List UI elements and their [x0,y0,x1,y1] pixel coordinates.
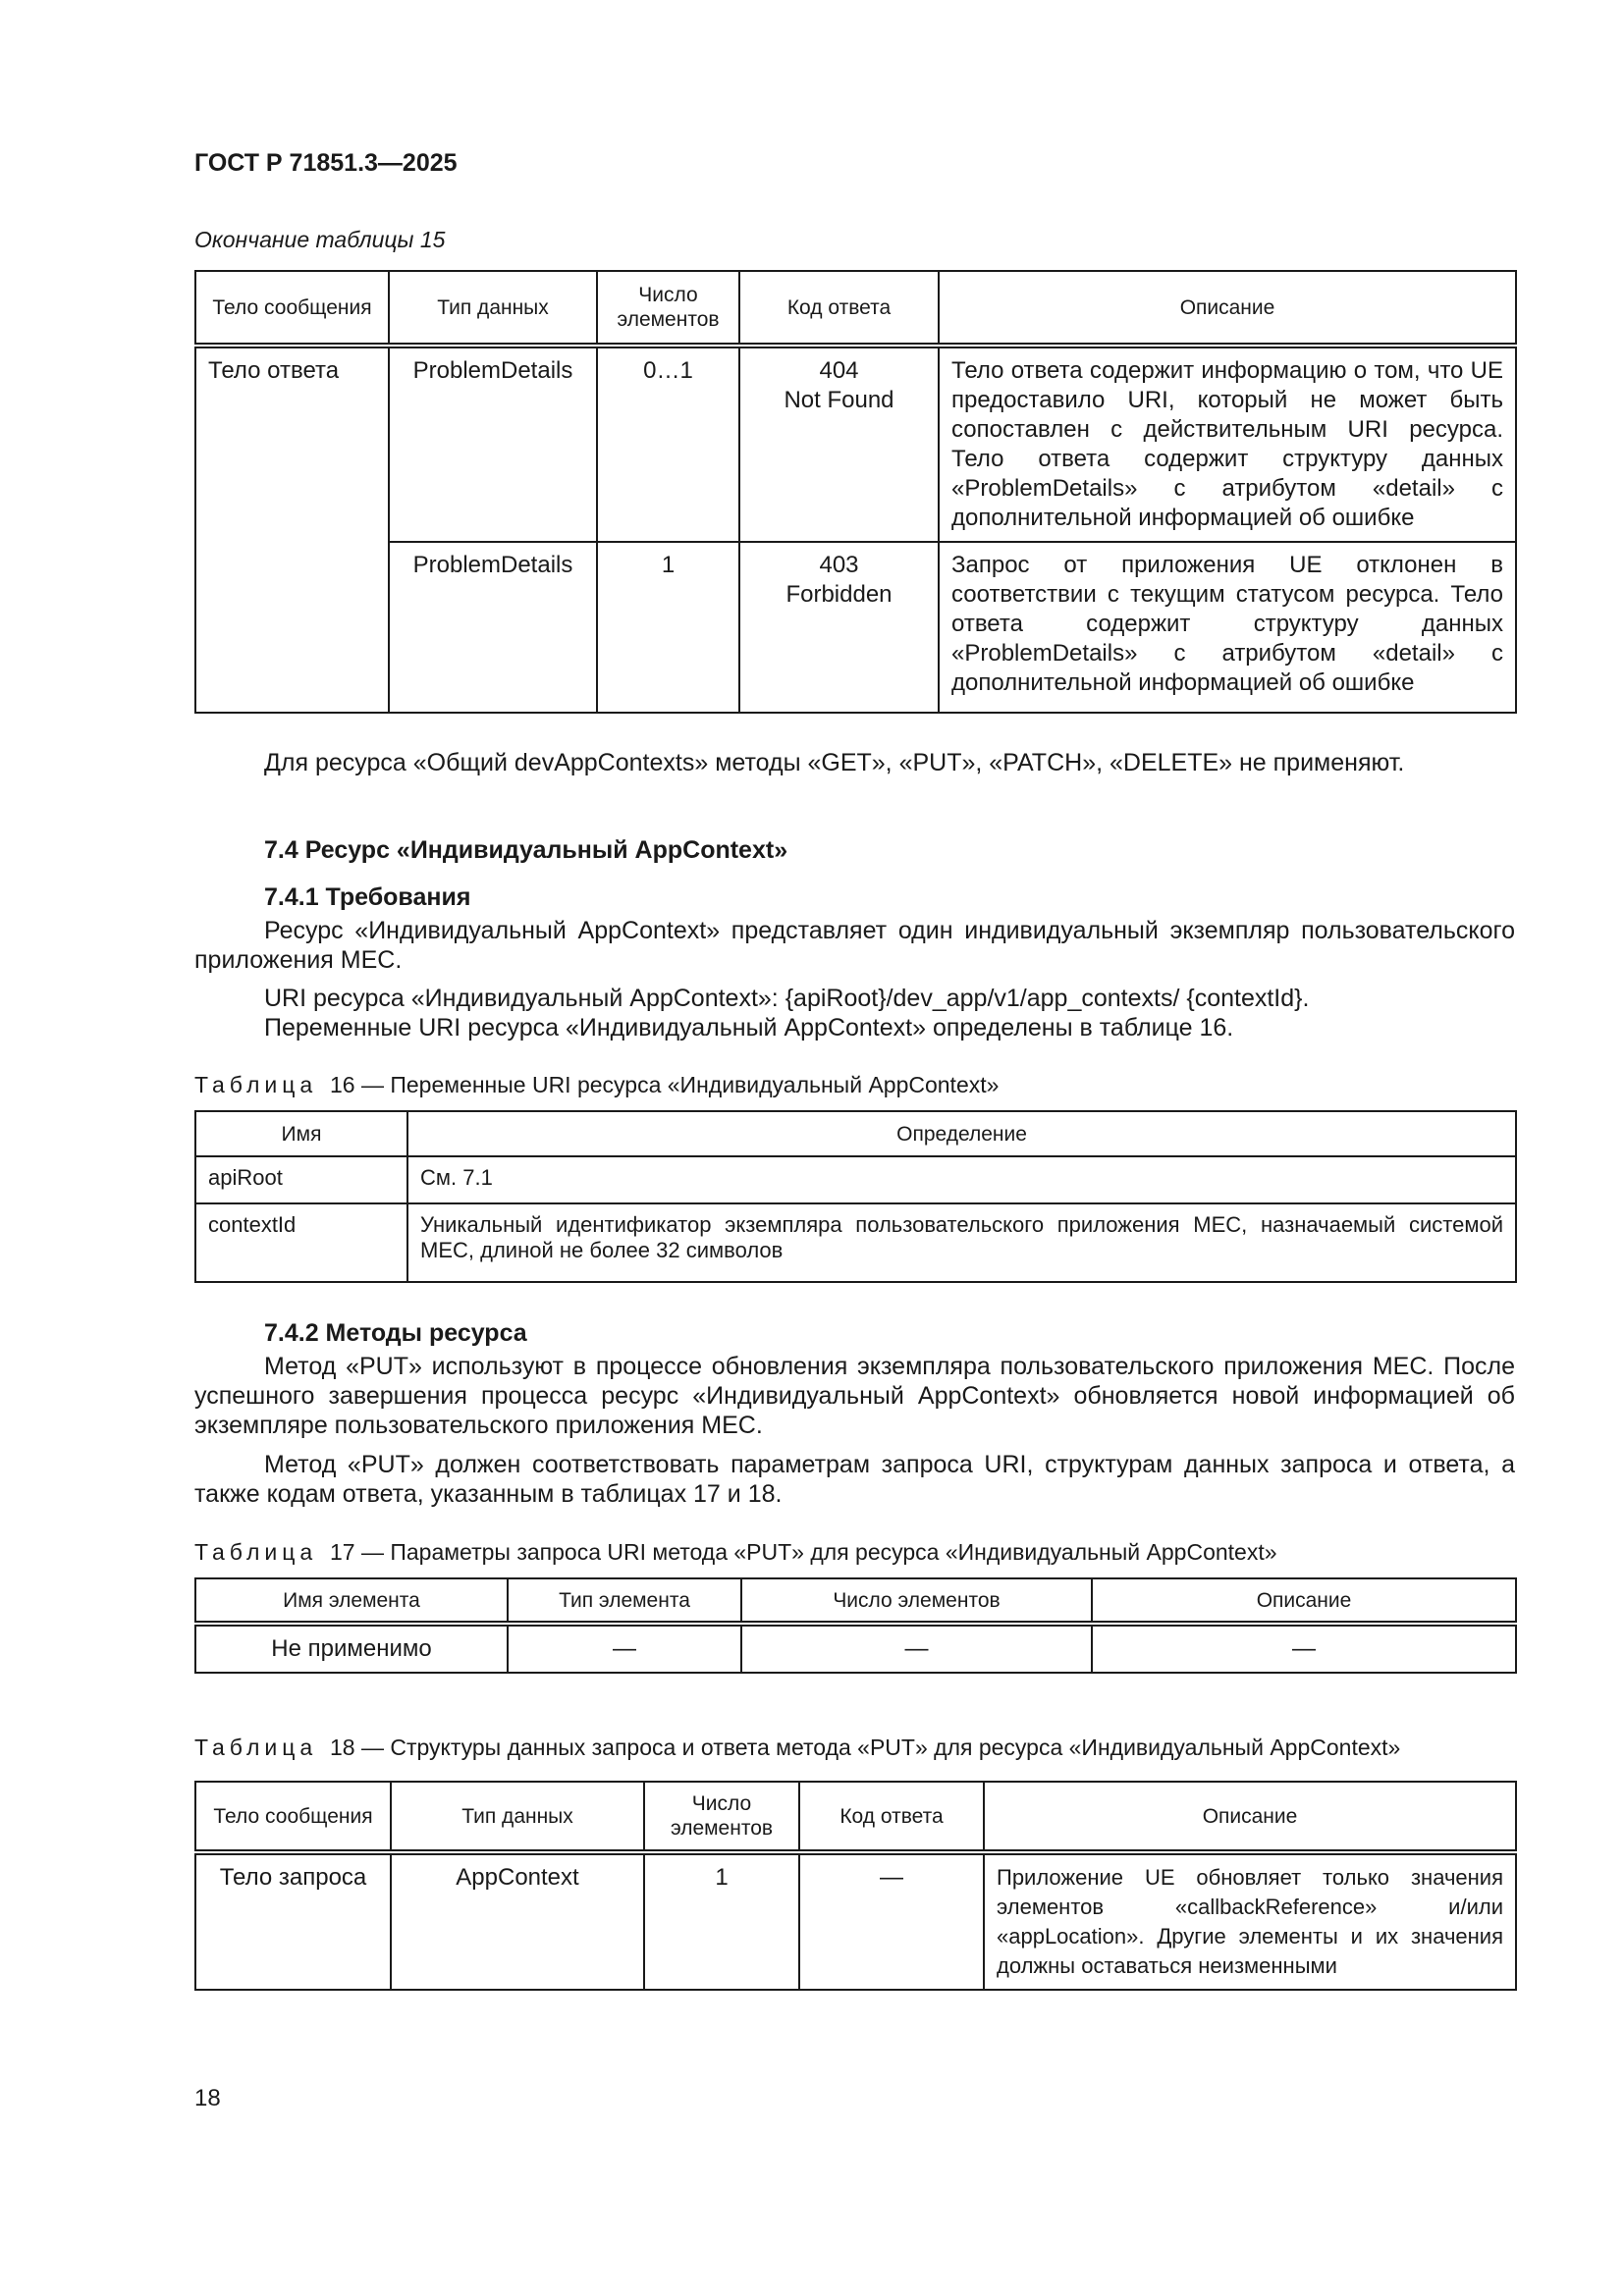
table15-caption: Окончание таблицы 15 [194,227,446,252]
t15-row2-type: ProblemDetails [389,542,597,713]
table-row [195,1156,1516,1203]
section-7-4-1-p3: Переменные URI ресурса «Индивидуальный AppContext» определены в таблице 16. [264,1014,1234,1041]
table-row [195,1852,1516,1990]
t17-row-type: — [508,1624,741,1673]
table18-caption [194,1735,1400,1761]
t15-row1-code [739,346,939,542]
section-7-4-1-p1: Ресурс «Индивидуальный AppContext» представляет один индивидуальный экземпляр пользовательского приложения MEC. [194,917,1515,974]
t18-row-description: Приложение UE обновляет только значения элементов «callbackReference» и/или «appLocation». Другие элементы и их значения должны оставаться неизменными [984,1852,1516,1990]
t15-header-description: Описание [939,271,1516,346]
table-16 [194,1110,1517,1283]
t18-header-description: Описание [984,1782,1516,1852]
section-7-4-title: 7.4 Ресурс «Индивидуальный AppContext» [264,836,788,864]
t17-row-description: — [1092,1624,1516,1673]
t15-row2-code-text: Forbidden [785,581,893,608]
t15-row1-count: 0…1 [597,346,739,542]
t17-row-count: — [741,1624,1092,1673]
t17-row-name: Не применимо [195,1624,508,1673]
t15-row1-code-text: Not Found [784,387,894,413]
table16-caption-word: Таблица [194,1072,318,1097]
t15-body-label: Тело ответа [195,346,389,542]
t16-row1-definition: См. 7.1 [407,1156,1516,1203]
table17-caption-word: Таблица [194,1539,318,1565]
t17-header-description: Описание [1092,1578,1516,1624]
table-15 [194,270,1517,714]
table-17 [194,1577,1517,1674]
table-row [195,1203,1516,1282]
table-18 [194,1781,1517,1991]
t15-row2-description: Запрос от приложения UE отклонен в соответствии с текущим статусом ресурса. Тело ответа содержит структуру данных «ProblemDetails» с атрибутом «detail» с дополнительной информацией об ошибке [939,542,1516,713]
table17-caption [194,1539,1277,1566]
t16-row2-name: contextId [195,1203,407,1282]
t18-header-body: Тело сообщения [195,1782,391,1852]
table-row [195,542,1516,713]
table16-caption [194,1072,999,1098]
t15-row1-description: Тело ответа содержит информацию о том, что UE предоставило URI, который не может быть сопоставлен с действительным URI ресурса. Тело ответа содержит структуру данных «ProblemDetails» с атрибутом «detail» с дополнительной информацией об ошибке [939,346,1516,542]
t15-header-type: Тип данных [389,271,597,346]
t15-header-body: Тело сообщения [195,271,389,346]
t18-row-body: Тело запроса [195,1852,391,1990]
t17-header-count: Число элементов [741,1578,1092,1624]
t15-row1-code-num: 404 [819,357,859,384]
t17-header-type: Тип элемента [508,1578,741,1624]
t18-row-code: — [799,1852,984,1990]
section-7-4-2-title: 7.4.2 Методы ресурса [264,1319,527,1347]
t18-header-count: Число элементов [644,1782,799,1852]
section-7-4-1-title: 7.4.1 Требования [264,883,471,911]
t16-header-definition: Определение [407,1111,1516,1156]
t15-row1-type: ProblemDetails [389,346,597,542]
t15-row2-code [739,542,939,713]
t16-row1-name: apiRoot [195,1156,407,1203]
section-7-4-2-p2: Метод «PUT» должен соответствовать параметрам запроса URI, структурам данных запроса и ответа, а также кодам ответа, указанным в таблицах 17 и 18. [194,1451,1515,1508]
page-number: 18 [194,2085,221,2111]
t15-row2-code-num: 403 [819,552,859,578]
t18-header-code: Код ответа [799,1782,984,1852]
section-7-4-2-p1: Метод «PUT» используют в процессе обновления экземпляра пользовательского приложения MEC. После успешного завершения процесса ресурс «Индивидуальный AppContext» обновляется новой информацией об экземпляре пользовательского приложения MEC. [194,1353,1515,1439]
table-row [195,1624,1516,1673]
table18-caption-text: 18 — Структуры данных запроса и ответа метода «PUT» для ресурса «Индивидуальный AppContext» [329,1735,1401,1760]
t15-header-count: Число элементов [597,271,739,346]
t15-row2-count: 1 [597,542,739,713]
t17-header-name: Имя элемента [195,1578,508,1624]
table16-caption-text: 16 — Переменные URI ресурса «Индивидуальный AppContext» [329,1072,1000,1097]
t18-row-type: AppContext [391,1852,644,1990]
t16-row2-definition: Уникальный идентификатор экземпляра пользовательского приложения MEC, назначаемый системой MEC, длиной не более 32 символов [407,1203,1516,1282]
paragraph-methods-general: Для ресурса «Общий devAppContexts» методы «GET», «PUT», «PATCH», «DELETE» не применяют. [264,749,1405,776]
t16-header-name: Имя [195,1111,407,1156]
t18-header-type: Тип данных [391,1782,644,1852]
section-7-4-1-p2: URI ресурса «Индивидуальный AppContext»: {apiRoot}/dev_app/v1/app_contexts/ {contextId}. [264,985,1310,1012]
table17-caption-text: 17 — Параметры запроса URI метода «PUT» для ресурса «Индивидуальный AppContext» [329,1539,1277,1565]
table18-caption-word: Таблица [194,1735,318,1760]
t15-body-label-continued [195,542,389,713]
document-header: ГОСТ Р 71851.3—2025 [194,149,458,177]
t18-row-count: 1 [644,1852,799,1990]
t15-header-code: Код ответа [739,271,939,346]
table-row [195,346,1516,542]
